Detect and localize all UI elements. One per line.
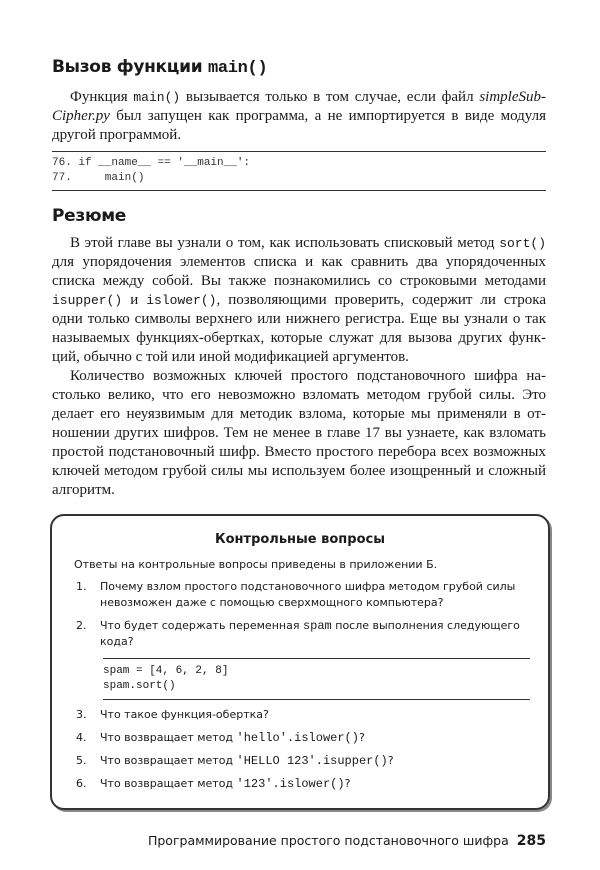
page-number: 285 [516,833,546,849]
running-title: Программирование простого подстановочного шифра [147,833,509,848]
inline-code: spam [302,619,332,633]
question-number: 4. [76,731,87,744]
inline-code: '123'.islower() [236,777,345,791]
question-text: Что возвращает метод [100,754,237,767]
question-text: Почему взлом простого подстановочного шифра методом грубой силы невозможен даже с помощью сверхмощного компьютера? [100,580,516,609]
question-6 [76,776,530,792]
text: Функция [70,89,134,105]
code-listing: 76. if __name__ == '__main__': 77. main() [52,151,546,191]
question-4 [76,730,530,746]
question-text: после выполнения следующего кода? [100,619,520,648]
text: , позволяющими проверить, содержит ли строка одни только символы верхнего или нижнего регистра. Еще вы узнали о так называемых функциях-обертках, которые служат для вызова других функций, обычно с той или иной модификацией аргументов. [52,292,547,365]
question-number: 6. [76,777,87,790]
question-text: ? [387,754,394,767]
question-2 [76,618,530,650]
question-1 [76,579,530,611]
quiz-box [50,514,550,810]
inline-code: sort() [499,236,546,251]
question-3 [76,707,530,723]
text: был запущен как программа, а не импортируется в виде модуля другой программой. [52,108,546,143]
question-number: 5. [76,754,87,767]
question-text: Что будет содержать переменная [100,619,303,632]
text: и [122,292,147,308]
section-heading-summary: Резюме [52,206,127,226]
paragraph-summary-1 [52,234,546,367]
section-heading-main-call [52,56,546,80]
text: вызывается только в том случае, если файл [180,89,480,105]
question-text: Что возвращает метод [100,777,237,790]
inline-code: main() [133,90,181,105]
heading-text: Вызов функции [52,57,208,77]
paragraph-main-call [52,88,546,145]
question-text: Что такое функция-обертка? [100,708,269,721]
paragraph-summary-2: Количество возможных ключей простого подстановочного шифра настолько велико, что его невозможно взломать методом грубой силы. Это делает его неуязвимым для методик взлома, которые мы применяли в отношении других шифров. Тем не менее в главе 17 вы узнаете, как взломать простой подстановочный шифр. Вместо простого перебора всех возможных ключей методом грубой силы мы используем более изощренный и сложный алгоритм. [52,368,546,498]
inline-code: 'HELLO 123'.isupper() [236,754,388,768]
question-number: 2. [76,619,87,632]
question-number: 3. [76,708,87,721]
quiz-code: spam = [4, 6, 2, 8] spam.sort() [103,658,530,700]
inline-code: isupper() [52,293,123,308]
question-text: ? [344,777,351,790]
text: для упорядочения элементов списка и как сравнить два упорядоченных списка между собой. Вы также познакомились со строковыми методами [52,254,546,289]
question-number: 1. [76,580,87,593]
question-text: Что возвращает метод [100,731,237,744]
question-text: ? [358,731,365,744]
heading-code: main() [207,59,268,78]
question-5 [76,753,530,769]
inline-code: islower() [146,293,217,308]
filename: simpleSubCipher.py [52,89,546,124]
page-footer [52,832,546,850]
text: В этой главе вы узнали о том, как использовать списковый метод [70,235,500,251]
quiz-intro: Ответы на контрольные вопросы приведены в приложении Б. [74,558,438,571]
inline-code: 'hello'.islower() [236,731,359,745]
quiz-title: Контрольные вопросы [215,532,385,547]
